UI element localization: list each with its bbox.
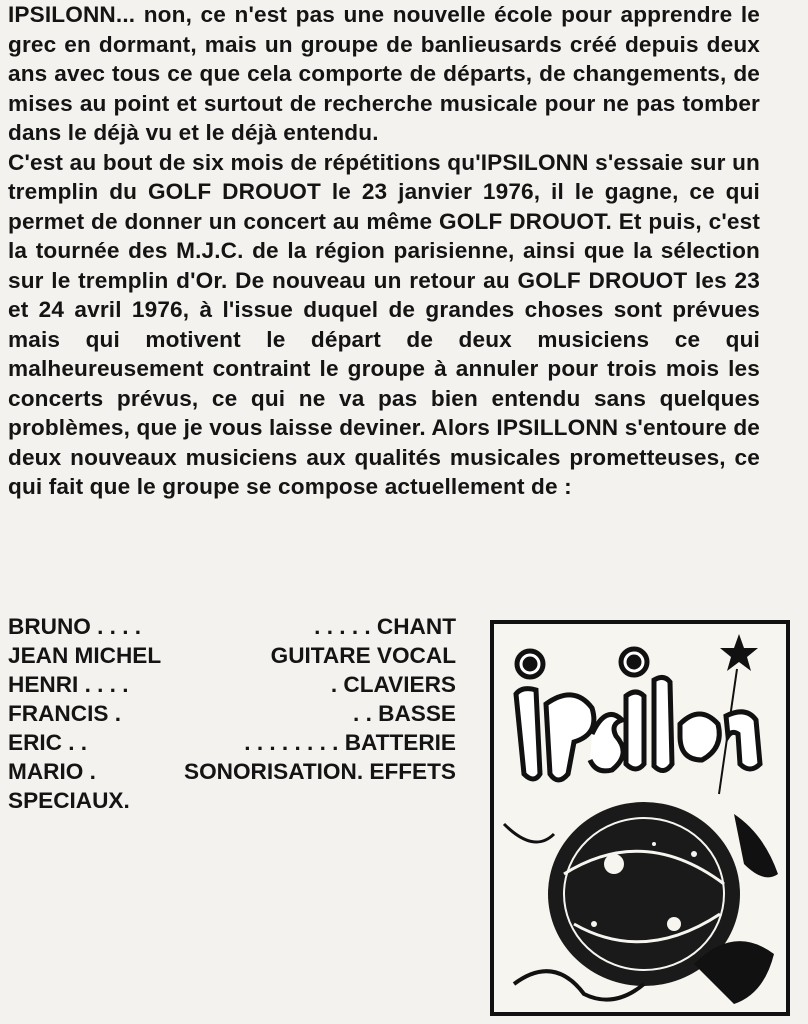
member-name: JEAN MICHEL xyxy=(8,643,162,668)
band-lineup xyxy=(8,612,456,815)
article-paragraph-2: C'est au bout de six mois de répétitions qu'IPSILONN s'essaie sur un tremplin du GOLF DROUOT le 23 janvier 1976, il le gagne, ce qui permet de donner un concert au même GOLF DROUOT. Et puis, c'est la tournée des M.J.C. de la région parisienne, ainsi que la sélection sur le tremplin d'Or. De nouveau un retour au GOLF DROUOT les 23 et 24 avril 1976, à l'issue duquel de grandes choses sont prévues mais qui motivent le départ de deux musiciens ce qui malheureusement contraint le groupe à annuler pour trois mois les concerts prévus, ce qui ne va pas bien entendu sans quelques problèmes, que je vous laisse deviner. Alors IPSILLONN s'entoure de deux nouveaux musiciens aux qualités musicales prometteuses, ce qui fait que le groupe se compose actuellement de : xyxy=(8,149,760,499)
member-name: SPECIAUX. xyxy=(8,788,130,813)
lineup-row xyxy=(8,786,456,815)
member-name: ERIC . . xyxy=(8,730,88,755)
lineup-row xyxy=(8,641,456,670)
globe-illustration xyxy=(504,802,778,1004)
band-poster-image xyxy=(490,620,790,1016)
member-name: FRANCIS . xyxy=(8,701,121,726)
member-role: . CLAVIERS xyxy=(330,672,456,697)
member-role: . . BASSE xyxy=(353,701,456,726)
lineup-row xyxy=(8,699,456,728)
member-role: . . . . . . . . BATTERIE xyxy=(244,730,456,755)
member-role: GUITARE VOCAL xyxy=(270,643,456,668)
lineup-row xyxy=(8,670,456,699)
star-icon xyxy=(720,634,758,671)
member-name: BRUNO . . . . xyxy=(8,614,142,639)
poster-illustration xyxy=(494,624,786,1012)
lineup-row xyxy=(8,612,456,641)
article-paragraph-1: IPSILONN... non, ce n'est pas une nouvelle école pour apprendre le grec en dormant, mais un groupe de banlieusards créé depuis deux ans avec tous ce que cela comporte de départs, de changements, de mises au point et surtout de recherche musicale pour ne pas tomber dans le déjà vu et le déjà entendu. xyxy=(8,2,760,145)
member-name: MARIO . xyxy=(8,759,96,784)
member-name: HENRI . . . . xyxy=(8,672,129,697)
lineup-row xyxy=(8,728,456,757)
article-body xyxy=(8,0,760,502)
member-role: . . . . . CHANT xyxy=(314,614,456,639)
member-role: SONORISATION. EFFETS xyxy=(184,759,456,784)
lineup-row xyxy=(8,757,456,786)
